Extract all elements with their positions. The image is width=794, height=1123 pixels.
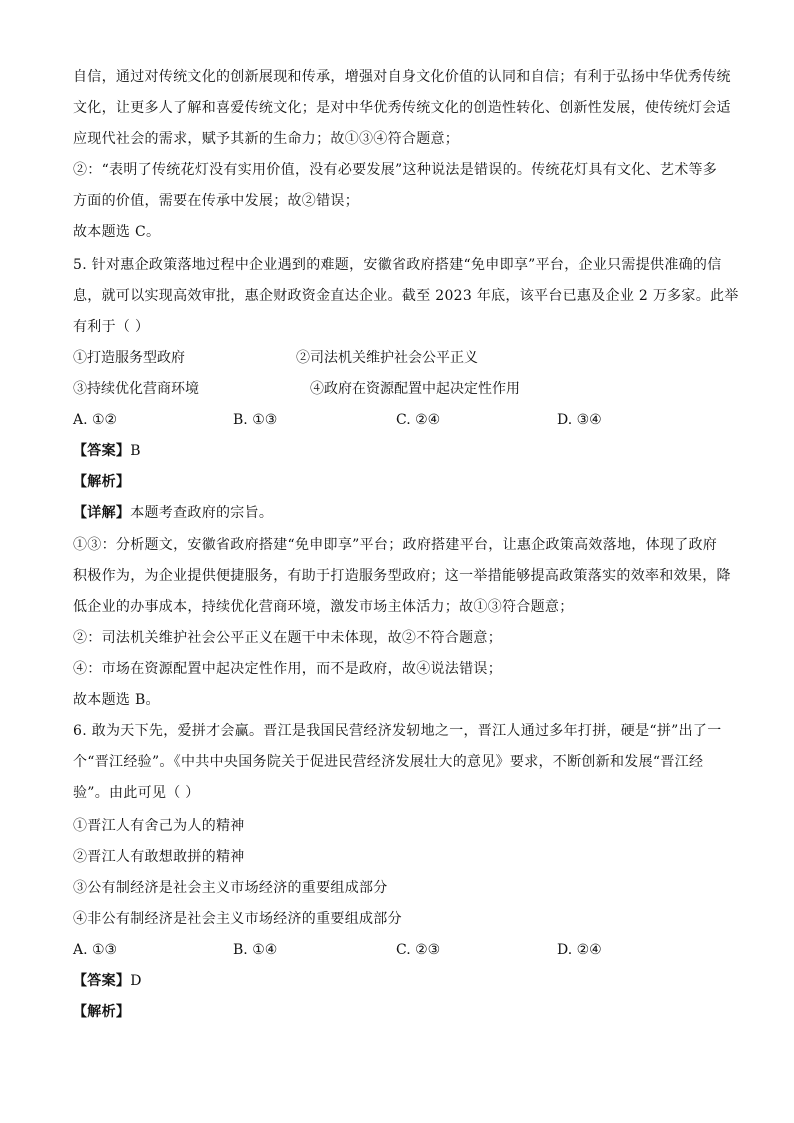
q5-explanation-line: 低企业的办事成本，持续优化营商环境，激发市场主体活力；故①③符合题意； [73, 599, 574, 615]
prev-explanation-line: 自信，通过对传统文化的创新展现和传承，增强对自身文化价值的认同和自信；有利于弘扬中华优秀传统 [73, 69, 731, 85]
q6-choice-c: C. ②③ [396, 942, 441, 958]
answer-label: 【答案】 [73, 973, 131, 989]
q5-explanation-line: ④：市场在资源配置中起决定性作用，而不是政府，故④说法错误； [73, 661, 502, 677]
q5-detail [73, 503, 273, 523]
q6-stem-line: 6. 敢为天下先，爱拼才会赢。晋江是我国民营经济发轫地之一，晋江人通过多年打拼，硬是“拼”出了一 [73, 723, 722, 739]
detail-text: 本题考查政府的宗旨。 [130, 505, 274, 521]
q6-choice-a: A. ①③ [73, 942, 118, 958]
q5-choice-c: C. ②④ [396, 412, 441, 428]
q5-answer [73, 441, 141, 461]
prev-explanation-line: 应现代社会的需求，赋予其新的生命力；故①③④符合题意； [73, 131, 460, 147]
q5-stem-line: 息，就可以实现高效审批，惠企财政资金直达企业。截至 2023 年底，该平台已惠及企业 2 万多家。此举 [73, 288, 739, 304]
q5-stem-line: 有利于（ ） [73, 319, 150, 335]
prev-explanation-line: ②：“表明了传统花灯没有实用价值，没有必要发展”这种说法是错误的。传统花灯具有文化、艺术等多 [73, 162, 718, 178]
answer-value: B [130, 443, 141, 459]
q5-choice-a: A. ①② [73, 412, 118, 428]
q6-choice-b: B. ①④ [233, 942, 278, 958]
q5-analysis-label: 【解析】 [73, 474, 131, 490]
q6-stem-line: 个“晋江经验”。《中共中央国务院关于促进民营经济发展壮大的意见》要求，不断创新和发展“晋江经 [73, 754, 704, 770]
q5-item-3: ③持续优化营商环境 [73, 381, 199, 397]
prev-conclusion: 故本题选 C。 [73, 224, 161, 240]
q6-stem-line: 验”。由此可见（ ） [73, 785, 200, 801]
q6-item-4: ④非公有制经济是社会主义市场经济的重要组成部分 [73, 911, 402, 927]
q6-item-3: ③公有制经济是社会主义市场经济的重要组成部分 [73, 880, 388, 896]
q6-item-1: ①晋江人有舍己为人的精神 [73, 818, 245, 834]
q5-item-4: ④政府在资源配置中起决定性作用 [310, 381, 520, 397]
q5-stem-line: 5. 针对惠企政策落地过程中企业遇到的难题，安徽省政府搭建“免申即享”平台，企业只需提供准确的信 [73, 257, 722, 273]
q5-explanation-line: 积极作为，为企业提供便捷服务，有助于打造服务型政府；这一举措能够提高政策落实的效率和效果，降 [73, 568, 731, 584]
q5-item-2: ②司法机关维护社会公平正义 [296, 350, 478, 366]
q6-choice-d: D. ②④ [557, 942, 602, 958]
answer-label: 【答案】 [73, 443, 131, 459]
q5-explanation-line: ②：司法机关维护社会公平正义在题干中未体现，故②不符合题意； [73, 630, 502, 646]
q6-analysis-label: 【解析】 [73, 1004, 131, 1020]
q5-choice-d: D. ③④ [557, 412, 602, 428]
q5-conclusion: 故本题选 B。 [73, 692, 160, 708]
detail-label: 【详解】 [73, 505, 131, 521]
q5-explanation-line: ①③：分析题文，安徽省政府搭建“免申即享”平台；政府搭建平台，让惠企政策高效落地，体现了政府 [73, 537, 718, 553]
q6-item-2: ②晋江人有敢想敢拼的精神 [73, 849, 245, 865]
q6-answer [73, 971, 142, 991]
q5-choice-b: B. ①③ [233, 412, 278, 428]
q5-item-1: ①打造服务型政府 [73, 350, 185, 366]
prev-explanation-line: 文化，让更多人了解和喜爱传统文化；是对中华优秀传统文化的创造性转化、创新性发展，使传统灯会适 [73, 100, 731, 116]
prev-explanation-line: 方面的价值，需要在传承中发展；故②错误； [73, 193, 359, 209]
answer-value: D [130, 973, 142, 989]
